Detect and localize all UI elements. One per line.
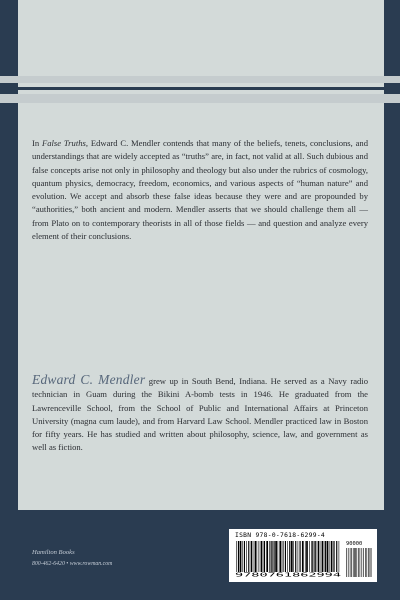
barcode-bar: [305, 541, 306, 572]
barcode-bars: [235, 541, 341, 577]
description-text: , Edward C. Mendler contends that many of the beliefs, tenets, conclusions, and understandings that are widely accepted as “truths” are, in fact, not valid at all. Such dubious and false concepts arise not only in philosophy and theology but also under the rubrics of cosmology, quantum physics, democracy, freedom, economics, and various aspects of “human nature” and evolution. We accept and absorb these false ideas because they were and are propounded by “authorities,” both ancient and modern. Mendler asserts that we should challenge them all — from Plato on to contemporary theorists in all of those fields — and question and analyze every element of their conclusions.: [32, 138, 369, 242]
barcode-bar: [363, 548, 364, 577]
barcode-bar: [339, 541, 340, 572]
decorative-stripe-middle: [0, 87, 400, 90]
barcode-bar: [255, 541, 257, 572]
barcode-bar: [362, 548, 363, 577]
price-code: 90000: [346, 541, 363, 547]
barcode-bar: [295, 541, 296, 572]
barcode-bar: [264, 541, 265, 572]
barcode-bar: [272, 541, 273, 572]
barcode-bar: [238, 541, 239, 572]
barcode-bar: [311, 541, 312, 572]
barcode-bar: [269, 541, 270, 572]
author-bio: [32, 373, 368, 455]
barcode-bar: [358, 548, 359, 577]
barcode-bar: [240, 541, 242, 572]
bio-text: grew up in South Bend, Indiana. He served as a Navy radio technician in Guam during the Bikini A-bomb tests in 1946. He graduated from the Lawrenceville School, from the School of Public and International Affairs at Princeton University (magna cum laude), and from Harvard Law School. Mendler practiced law in Boston for fifty years. He has studied and written about philosophy, science, law, and government as well as fiction.: [32, 376, 368, 453]
barcode-bar: [300, 541, 301, 572]
barcode-bar: [293, 541, 294, 572]
barcode-bar: [283, 541, 284, 572]
barcode-bar: [346, 548, 347, 577]
barcode-bar: [314, 541, 315, 572]
isbn-label: ISBN 978-0-7618-6299-4: [235, 532, 326, 539]
barcode-bar: [291, 541, 293, 572]
barcode-bar: [278, 541, 279, 572]
author-name: Edward C. Mendler: [32, 372, 146, 387]
barcode-bar: [260, 541, 261, 572]
barcode-bar: [365, 548, 366, 577]
barcode-bar: [248, 541, 249, 572]
barcode-addon-bars: [345, 548, 372, 577]
description-intro: In: [32, 138, 42, 148]
barcode-bar: [350, 548, 351, 577]
barcode-bar: [306, 541, 308, 572]
barcode-bar: [261, 541, 262, 572]
barcode-bar: [275, 541, 277, 572]
barcode-digits: 9780761862994: [235, 572, 341, 577]
barcode-bar: [254, 541, 255, 572]
barcode-bar: [302, 541, 304, 572]
barcode-bar: [242, 541, 243, 572]
barcode-bar: [355, 548, 356, 577]
barcode-bar: [322, 541, 323, 572]
barcode-bar: [251, 541, 253, 572]
publisher-contact: 800-462-6420 • www.rowman.com: [32, 561, 113, 567]
barcode-bar: [318, 541, 320, 572]
barcode-bar: [336, 541, 337, 572]
barcode-bar: [353, 548, 354, 577]
decorative-stripe-bottom: [0, 94, 400, 103]
barcode-bar: [331, 541, 333, 572]
barcode-bar: [236, 541, 237, 572]
barcode-bar: [279, 541, 281, 572]
barcode-bar: [368, 548, 369, 577]
barcode-bar: [354, 548, 355, 577]
barcode: [229, 529, 377, 582]
barcode-bar: [312, 541, 313, 572]
barcode-bar: [309, 541, 310, 572]
barcode-bar: [371, 548, 372, 577]
barcode-bar: [287, 541, 288, 572]
barcode-bar: [333, 541, 334, 572]
barcode-bar: [266, 541, 268, 572]
barcode-bar: [357, 548, 358, 577]
barcode-bar: [348, 548, 349, 577]
barcode-bar: [334, 541, 335, 572]
barcode-bar: [285, 541, 286, 572]
barcode-bar: [324, 541, 325, 572]
decorative-stripe-top: [0, 76, 400, 83]
barcode-bar: [271, 541, 272, 572]
barcode-bar: [282, 541, 283, 572]
barcode-bar: [263, 541, 264, 572]
barcode-bar: [367, 548, 368, 577]
book-description: [32, 137, 368, 243]
barcode-bar: [258, 541, 259, 572]
barcode-bar: [246, 541, 247, 572]
barcode-bar: [351, 548, 352, 577]
barcode-bar: [244, 541, 245, 572]
barcode-bar: [360, 548, 361, 577]
barcode-bar: [327, 541, 329, 572]
publisher-name: Hamilton Books: [32, 549, 75, 556]
barcode-bar: [325, 541, 326, 572]
barcode-bar: [370, 548, 371, 577]
barcode-bar: [298, 541, 299, 572]
book-title: False Truths: [41, 138, 86, 148]
barcode-bar: [289, 541, 290, 572]
barcode-bar: [274, 541, 275, 572]
barcode-bar: [329, 541, 330, 572]
barcode-bar: [315, 541, 316, 572]
barcode-bar: [321, 541, 322, 572]
